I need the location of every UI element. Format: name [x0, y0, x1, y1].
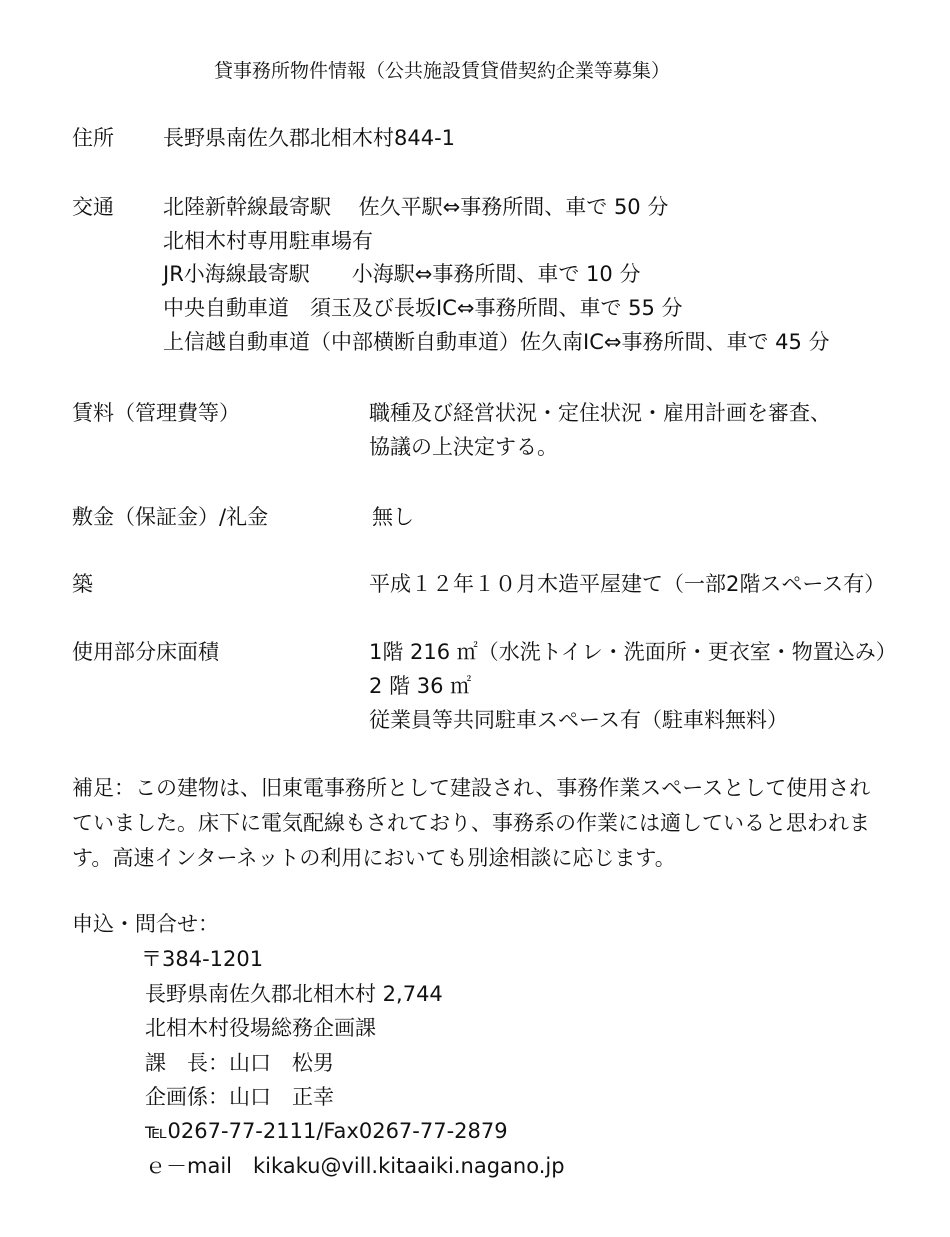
- contact-email: ｅ－mail kikaku@vill.kitaaiki.nagano.jp: [145, 1154, 565, 1178]
- built-value: 平成１２年１０月木造平屋建て（一部2階スペース有）: [369, 572, 886, 596]
- note-line: す。高速インターネットの利用においても別途相談に応じます。: [72, 846, 676, 870]
- access-line: 中央自動車道 須玉及び長坂IC⇔事務所間、車で 55 分: [163, 296, 683, 320]
- contact-phone-fax: ℡0267-77-2111/Fax0267-77-2879: [145, 1119, 508, 1143]
- contact-label: 申込・問合せ：: [72, 912, 219, 936]
- note-line: 補足：この建物は、旧東電事務所として建設され、事務作業スペースとして使用され: [72, 776, 871, 800]
- contact-address: 長野県南佐久郡北相木村 2,744: [145, 982, 443, 1006]
- contact-postal-code: 〒384-1201: [141, 947, 264, 971]
- document-title: 貸事務所物件情報（公共施設賃貸借契約企業等募集）: [214, 60, 671, 82]
- note-line: ていました。床下に電気配線もされており、事務系の作業には適していると思われま: [72, 811, 870, 835]
- access-label: 交通: [72, 195, 114, 219]
- contact-manager: 課 長：山口 松男: [145, 1051, 334, 1075]
- access-line: 北陸新幹線最寄駅 佐久平駅⇔事務所間、車で 50 分: [163, 195, 669, 219]
- built-label: 築: [72, 572, 93, 596]
- floor-line: 従業員等共同駐車スペース有（駐車料無料）: [369, 708, 788, 732]
- deposit-value: 無し: [372, 505, 414, 529]
- contact-staff: 企画係：山口 正幸: [145, 1085, 334, 1109]
- access-line: 北相木村専用駐車場有: [163, 229, 373, 253]
- contact-department: 北相木村役場総務企画課: [145, 1016, 376, 1040]
- deposit-label: 敷金（保証金）/礼金: [72, 505, 269, 529]
- address-value: 長野県南佐久郡北相木村844-1: [163, 126, 456, 150]
- floor-label: 使用部分床面積: [72, 640, 219, 664]
- access-line: 上信越自動車道（中部横断自動車道）佐久南IC⇔事務所間、車で 45 分: [163, 330, 830, 354]
- access-line: JR小海線最寄駅 小海駅⇔事務所間、車で 10 分: [163, 262, 641, 286]
- floor-line: 2 階 36 ㎡: [369, 674, 472, 698]
- rent-label: 賃料（管理費等）: [72, 401, 240, 425]
- rent-line: 協議の上決定する。: [369, 435, 558, 459]
- address-label: 住所: [72, 126, 114, 150]
- rent-line: 職種及び経営状況・定住状況・雇用計画を審査、: [369, 401, 831, 425]
- floor-line: 1階 216 ㎡（水洗トイレ・洗面所・更衣室・物置込み）: [369, 640, 897, 664]
